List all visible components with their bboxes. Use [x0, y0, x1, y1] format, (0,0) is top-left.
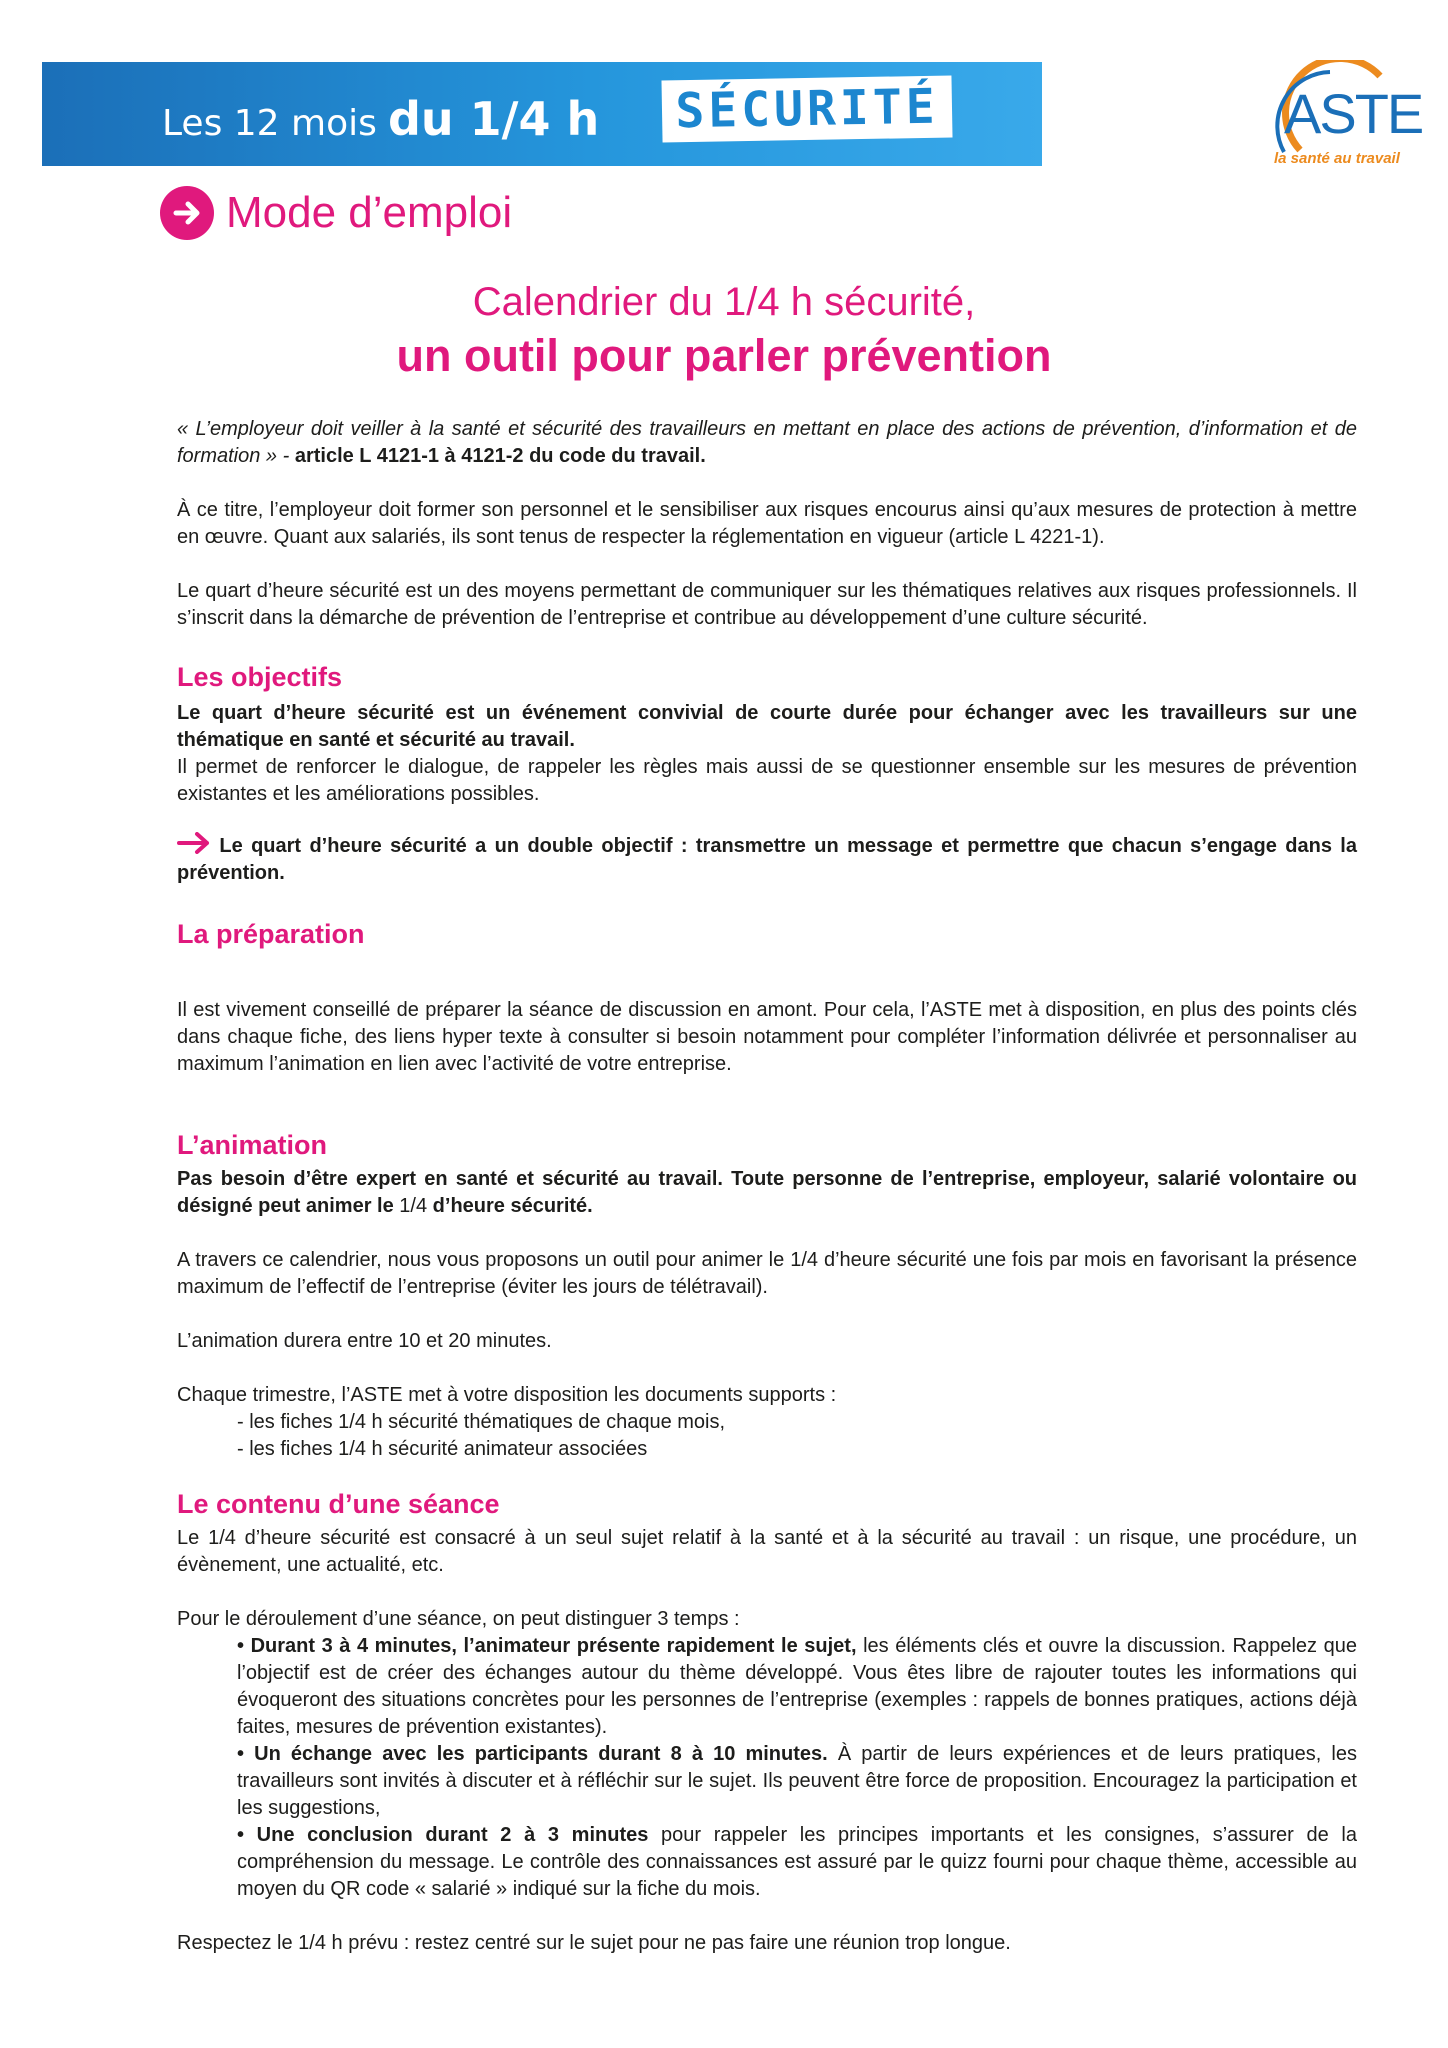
heading-preparation: La préparation [177, 919, 365, 949]
main-title-line2: un outil pour parler prévention [396, 330, 1052, 381]
banner-text-light: Les 12 mois [162, 103, 377, 144]
heading-contenu: Le contenu d’une séance [177, 1489, 500, 1519]
banner-title [162, 92, 599, 146]
animation-bold-a: Pas besoin d’être expert en santé et sécurité au travail. Toute personne de l’entreprise, employeur, salarié volontaire ou désigné peut animer le [177, 1168, 1357, 1217]
page-title: Mode d’emploi [226, 188, 513, 237]
securite-stamp [661, 75, 952, 142]
objectifs-arrow-text: Le quart d’heure sécurité a un double objectif : transmettre un message et permettre que chacun s’engage dans la prévention. [177, 835, 1357, 884]
logo-name: ASTE [1284, 82, 1423, 145]
document-body [177, 416, 1357, 1957]
arrow-right-icon [177, 832, 211, 854]
banner-text-bold: du 1/4 h [387, 92, 600, 146]
bullet-item [177, 1633, 1357, 1741]
main-title-line1: Calendrier du 1/4 h sécurité, [472, 280, 976, 324]
heading-objectifs: Les objectifs [177, 662, 343, 692]
intro-paragraph-3: Le quart d’heure sécurité est un des moyens permettant de communiquer sur les thématiques relatives aux risques professionnels. Il s’inscrit dans la démarche de prévention de l’entreprise et contribue au développement d’une culture sécurité. [177, 580, 1357, 629]
aste-logo [1270, 60, 1430, 170]
intro-quote: « L’employeur doit veiller à la santé et sécurité des travailleurs en mettant en place des actions de prévention, d’information et de formation » - [177, 418, 1357, 467]
bullet-bold: • Durant 3 à 4 minutes, l’animateur présente rapidement le sujet, [237, 1635, 857, 1657]
objectifs-text: Il permet de renforcer le dialogue, de rappeler les règles mais aussi de se questionner ensemble sur les mesures de prévention existantes et les améliorations possibles. [177, 756, 1357, 805]
intro-quote-paragraph [177, 416, 1357, 470]
preparation-text: Il est vivement conseillé de préparer la séance de discussion en amont. Pour cela, l’ASTE met à disposition, en plus des points clés dans chaque fiche, des liens hyper texte à consulter si besoin notamment pour compléter l’information délivrée et personnaliser au maximum l’animation en lien avec l’activité de votre entreprise. [177, 999, 1357, 1075]
bullet-text: les éléments clés et ouvre la discussion. Rappelez que l’objectif est de créer des échanges autour du thème développé. Vous êtes libre de rajouter toutes les informations qui évoqueront des situations concrètes pour les personnes de l’entreprise (exemples : rappels de bonnes pratiques, actions déjà faites, mesures de prévention existantes). [237, 1635, 1357, 1738]
list-item: - les fiches 1/4 h sécurité thématiques de chaque mois, [237, 1411, 726, 1433]
intro-paragraph-2: À ce titre, l’employeur doit former son personnel et le sensibiliser aux risques encourus ainsi qu’aux mesures de protection à mettre en œuvre. Quant aux salariés, ils sont tenus de respecter la réglementation en vigueur (article L 4221-1). [177, 499, 1357, 548]
bullet-text: pour rappeler les principes importants et les consignes, s’assurer de la compréhension du message. Le contrôle des connaissances est assuré par le quizz fourni pour chaque thème, accessible au moyen du QR code « salarié » indiqué sur la fiche du mois. [237, 1824, 1357, 1900]
stamp-text: SÉCURITÉ [674, 78, 940, 140]
animation-fraction: 1/4 [399, 1195, 428, 1217]
bullet-item [177, 1741, 1357, 1822]
section-header [160, 186, 512, 240]
animation-bold [177, 1166, 1357, 1220]
heading-animation: L’animation [177, 1130, 328, 1160]
arrow-right-circle-icon [160, 186, 214, 240]
objectifs-arrow-paragraph [177, 832, 1357, 887]
logo-tagline: la santé au travail [1274, 150, 1400, 167]
animation-paragraph-4: Chaque trimestre, l’ASTE met à votre disposition les documents supports : [177, 1384, 837, 1406]
animation-paragraph-2: A travers ce calendrier, nous vous proposons un outil pour animer le 1/4 d’heure sécurité une fois par mois en favorisant la présence maximum de l’effectif de l’entreprise (éviter les jours de télétravail). [177, 1249, 1357, 1298]
contenu-paragraph-1: Le 1/4 d’heure sécurité est consacré à un seul sujet relatif à la santé et à la sécurité au travail : un risque, une procédure, un évènement, une actualité, etc. [177, 1527, 1357, 1576]
header-banner [42, 62, 1042, 166]
animation-bold-b: d’heure sécurité. [432, 1195, 593, 1217]
animation-paragraph-3: L’animation durera entre 10 et 20 minutes. [177, 1330, 552, 1352]
bullet-item [177, 1822, 1357, 1903]
bullet-bold: • Une conclusion durant 2 à 3 minutes [237, 1824, 649, 1846]
bullet-bold: • Un échange avec les participants durant 8 à 10 minutes. [237, 1743, 828, 1765]
bullet-text: À partir de leurs expériences et de leurs pratiques, les travailleurs sont invités à discuter et à réfléchir sur le sujet. Ils peuvent être force de proposition. Encouragez la participation et les suggestions, [237, 1743, 1357, 1819]
intro-article: article L 4121-1 à 4121-2 du code du travail. [294, 445, 706, 467]
objectifs-bold-text: Le quart d’heure sécurité est un événement convivial de courte durée pour échanger avec les travailleurs sur une thématique en santé et sécurité au travail. [177, 702, 1357, 751]
list-item: - les fiches 1/4 h sécurité animateur associées [237, 1438, 648, 1460]
contenu-footer: Respectez le 1/4 h prévu : restez centré sur le sujet pour ne pas faire une réunion trop longue. [177, 1932, 1011, 1954]
objectifs-bold [177, 700, 1357, 754]
contenu-paragraph-2: Pour le déroulement d’une séance, on peut distinguer 3 temps : [177, 1608, 740, 1630]
